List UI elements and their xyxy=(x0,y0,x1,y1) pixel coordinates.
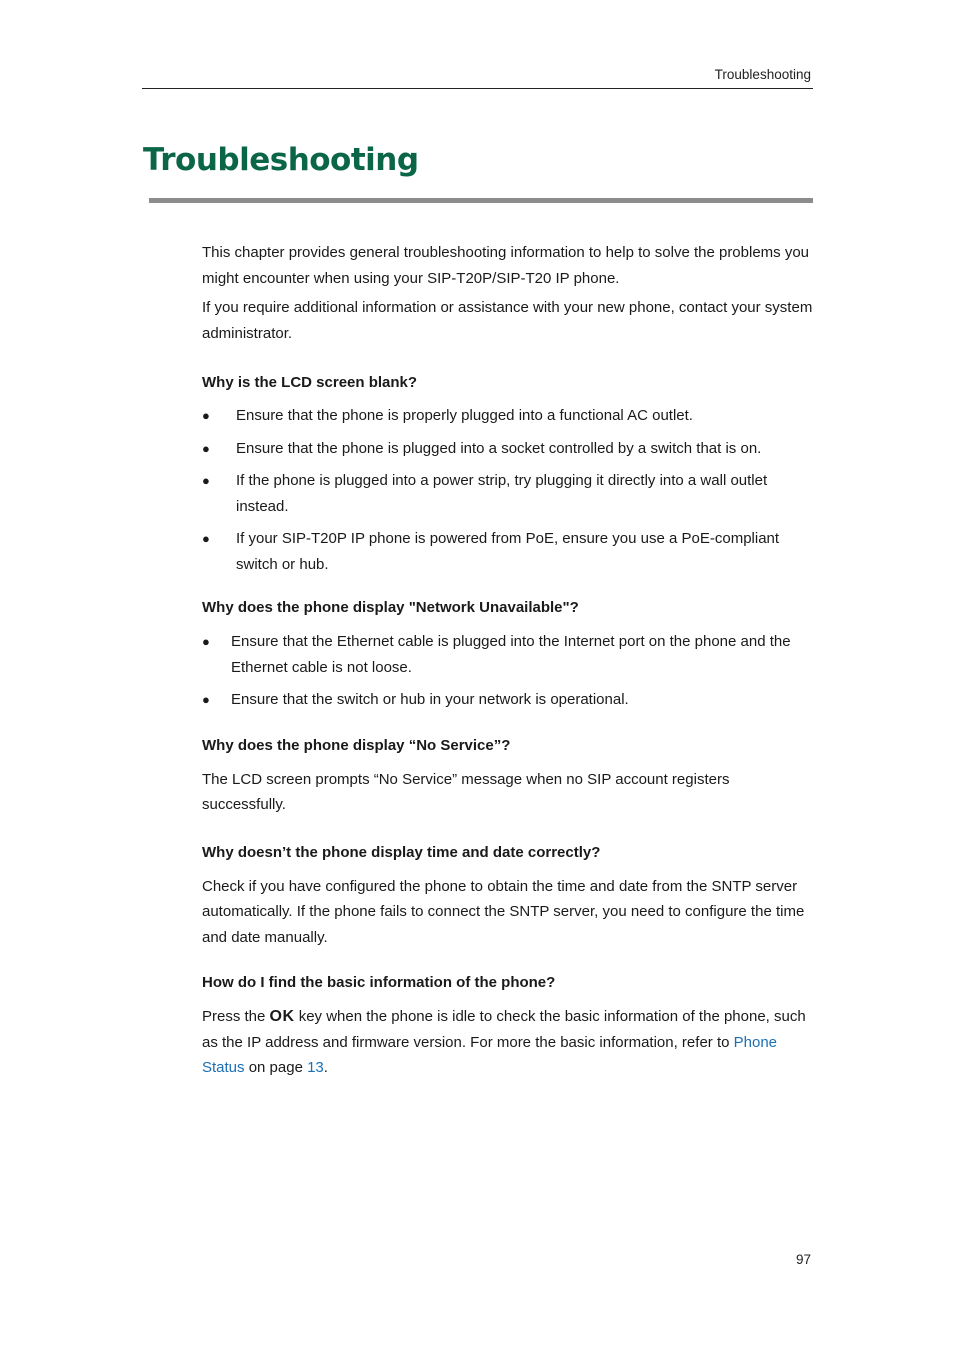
page-13-link[interactable]: 13 xyxy=(307,1059,324,1076)
heading-basic-info: How do I find the basic information of the phone? xyxy=(202,974,556,991)
heading-lcd-blank: Why is the LCD screen blank? xyxy=(202,374,418,391)
intro-paragraph-1: This chapter provides general troubleshooting information to help to solve the problems you might encounter when using your SIP-T20P/SIP-T20 IP phone. xyxy=(202,244,810,287)
list-item: ● Ensure that the Ethernet cable is plugged into the Internet port on the phone and the Ethernet cable is not loose. xyxy=(202,629,814,680)
header-rule xyxy=(142,88,813,89)
title-rule xyxy=(149,198,813,203)
basic-info-paragraph: Press the OK key when the phone is idle to check the basic information of the phone, such as the IP address and firmware version. For more the basic information, refer to Phone Status on page 13. xyxy=(202,1008,806,1076)
heading-network-unavailable: Why does the phone display "Network Unavailable"? xyxy=(202,599,579,616)
list-item: ● Ensure that the phone is properly plugged into a functional AC outlet. xyxy=(202,403,814,429)
no-service-paragraph: The LCD screen prompts “No Service” message when no SIP account registers successfully. xyxy=(202,770,730,813)
bullet-icon: ● xyxy=(202,531,210,546)
network-bullet-list xyxy=(202,629,814,713)
list-item: ● If your SIP-T20P IP phone is powered from PoE, ensure you use a PoE-compliant switch or hub. xyxy=(202,526,814,577)
heading-no-service: Why does the phone display “No Service”? xyxy=(202,736,511,754)
bullet-icon: ● xyxy=(202,408,210,423)
list-item: ● If the phone is plugged into a power strip, try plugging it directly into a wall outlet instead. xyxy=(202,468,814,519)
running-header: Troubleshooting xyxy=(714,67,811,82)
bullet-icon: ● xyxy=(202,634,210,649)
heading-time-date: Why doesn’t the phone display time and date correctly? xyxy=(202,843,601,861)
ok-key-label: OK xyxy=(269,1008,295,1025)
bullet-icon: ● xyxy=(202,440,210,456)
intro-paragraph-2: If you require additional information or assistance with your new phone, contact your system administrator. xyxy=(202,299,813,342)
bullet-icon: ● xyxy=(202,692,210,707)
phone-status-link[interactable]: Phone Status xyxy=(202,1033,777,1076)
list-item: ● Ensure that the switch or hub in your network is operational. xyxy=(202,687,814,713)
lcd-bullet-list xyxy=(202,403,814,577)
page-number: 97 xyxy=(795,1252,811,1267)
list-item: ● Ensure that the phone is plugged into a socket controlled by a switch that is on. xyxy=(202,436,814,462)
content-body xyxy=(202,240,814,1085)
time-date-paragraph: Check if you have configured the phone to obtain the time and date from the SNTP server automatically. If the phone fails to connect the SNTP server, you need to configure the time and date manually. xyxy=(202,877,805,946)
bullet-icon: ● xyxy=(202,473,210,488)
chapter-title: Troubleshooting xyxy=(143,142,419,178)
